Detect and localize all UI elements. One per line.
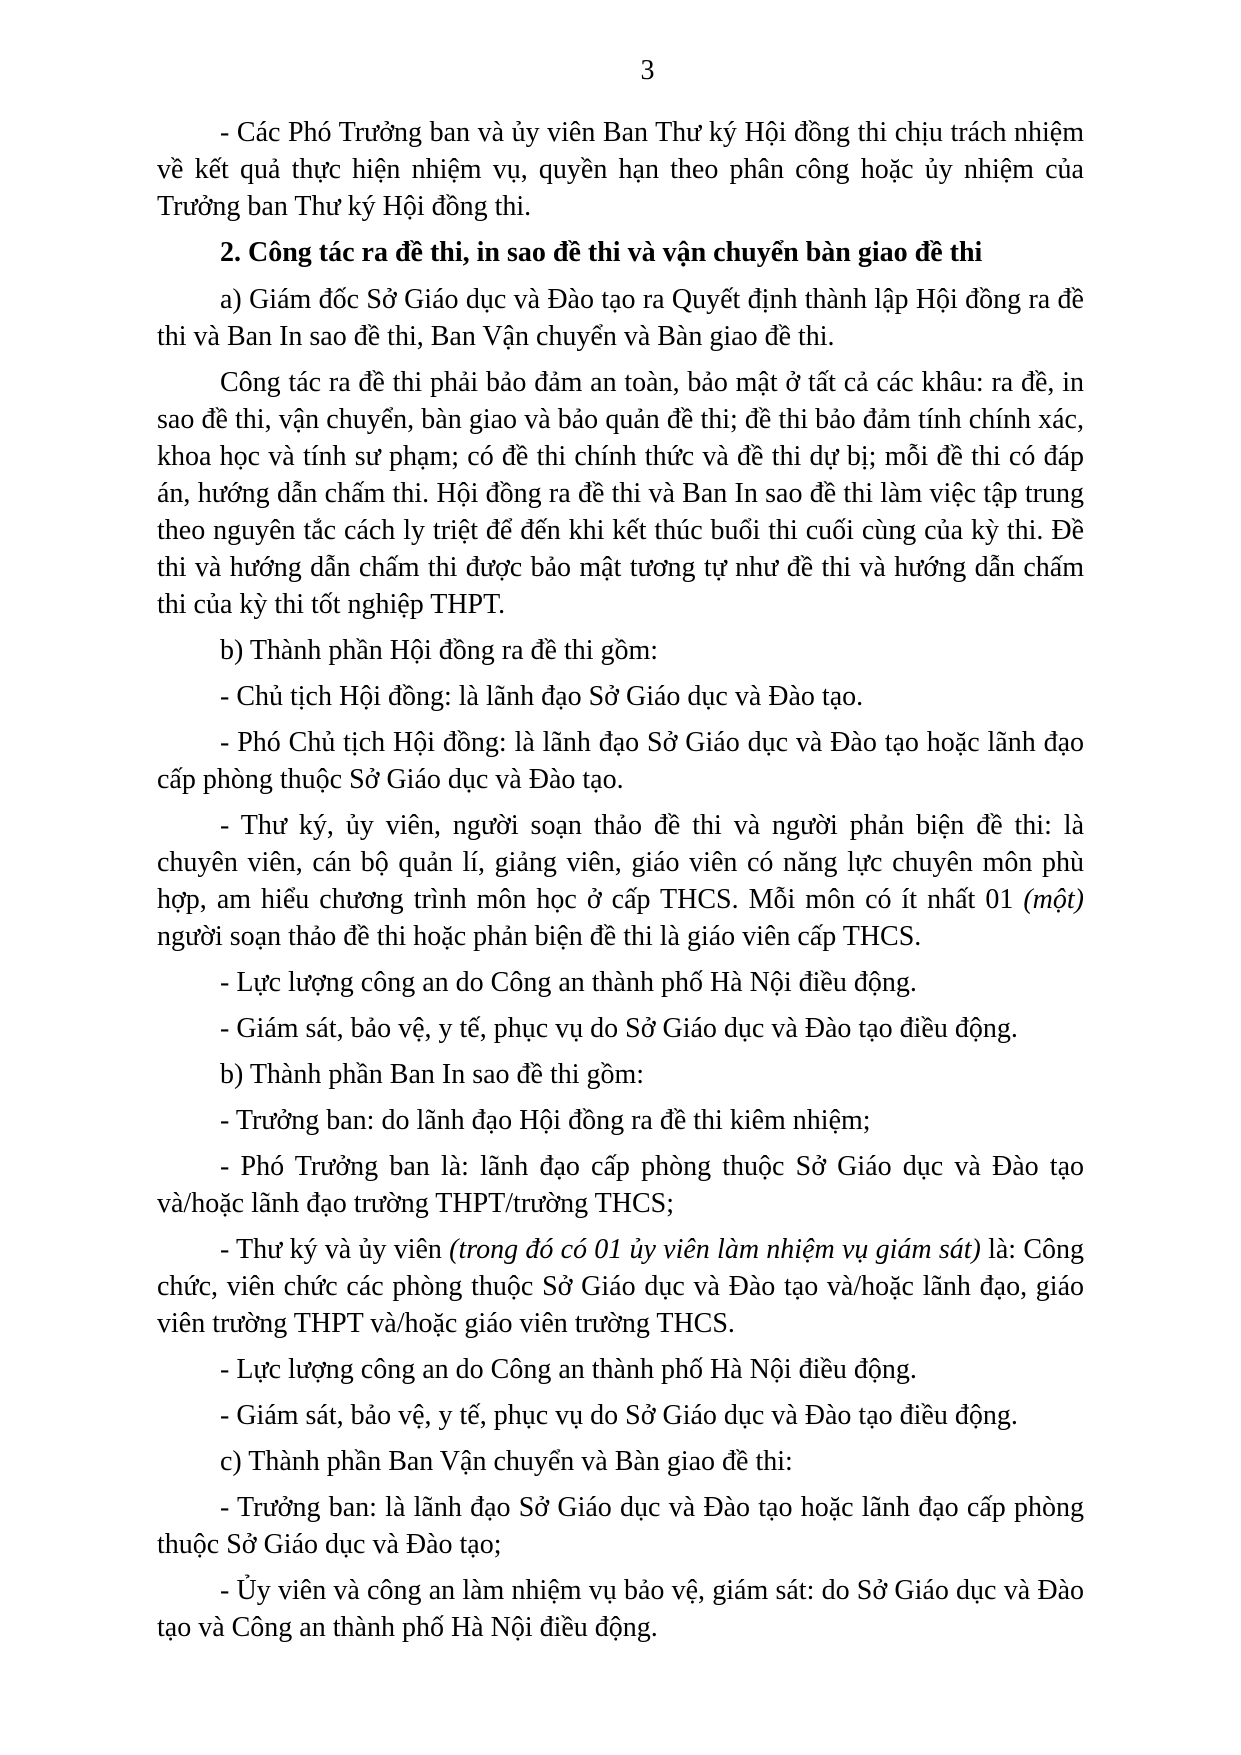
paragraph [157,964,1084,1001]
paragraph [157,632,1084,669]
paragraph-run: Công tác ra đề thi phải bảo đảm an toàn, bảo mật ở tất cả các khâu: ra đề, in sao đề thi, vận chuyển, bàn giao và bảo quản đề thi; đề thi bảo đảm tính chính xác, khoa học và tính sư phạm; có đề thi chính thức và đề thi dự bị; mỗi đề thi có đáp án, hướng dẫn chấm thi. Hội đồng ra đề thi và Ban In sao đề thi làm việc tập trung theo nguyên tắc cách ly triệt để đến khi kết thúc buổi thi cuối cùng của kỳ thi. Đề thi và hướng dẫn chấm thi được bảo mật tương tự như đề thi và hướng dẫn chấm thi của kỳ thi tốt nghiệp THPT. [157,367,1084,620]
paragraph-run-italic: (một) [1023,884,1084,915]
paragraph-run: a) Giám đốc Sở Giáo dục và Đào tạo ra Quyết định thành lập Hội đồng ra đề thi và Ban In sao đề thi, Ban Vận chuyển và Bàn giao đề thi. [157,284,1084,352]
paragraph [157,364,1084,623]
page-number: 3 [640,55,655,86]
paragraph-run: b) Thành phần Ban In sao đề thi gồm: [220,1059,645,1090]
paragraph-run: là: Công chức, viên chức các phòng thuộc Sở Giáo dục và Đào tạo và/hoặc lãnh đạo, giáo viên trường THPT và/hoặc giáo viên trường THCS. [157,1234,1084,1339]
paragraph-run: - Trưởng ban: là lãnh đạo Sở Giáo dục và Đào tạo hoặc lãnh đạo cấp phòng thuộc Sở Giáo dục và Đào tạo; [157,1492,1084,1560]
paragraph [157,1397,1084,1434]
paragraph [157,1489,1084,1563]
document-body [157,114,1084,1646]
paragraph [157,1148,1084,1222]
paragraph [157,1443,1084,1480]
paragraph-run: - Giám sát, bảo vệ, y tế, phục vụ do Sở Giáo dục và Đào tạo điều động. [220,1400,1018,1431]
paragraph-run: - Giám sát, bảo vệ, y tế, phục vụ do Sở Giáo dục và Đào tạo điều động. [220,1013,1018,1044]
paragraph [157,1102,1084,1139]
paragraph-run: - Lực lượng công an do Công an thành phố Hà Nội điều động. [220,967,917,998]
paragraph-run-italic: (trong đó có 01 ủy viên làm nhiệm vụ giám sát) [449,1234,981,1265]
paragraph-run: - Lực lượng công an do Công an thành phố Hà Nội điều động. [220,1354,917,1385]
paragraph-run: - Các Phó Trưởng ban và ủy viên Ban Thư ký Hội đồng thi chịu trách nhiệm về kết quả thực hiện nhiệm vụ, quyền hạn theo phân công hoặc ủy nhiệm của Trưởng ban Thư ký Hội đồng thi. [157,117,1084,222]
section-heading [157,234,1084,271]
paragraph [157,1351,1084,1388]
paragraph [157,678,1084,715]
paragraph [157,281,1084,355]
paragraph-run: - Chủ tịch Hội đồng: là lãnh đạo Sở Giáo dục và Đào tạo. [220,681,864,712]
paragraph-run: - Trưởng ban: do lãnh đạo Hội đồng ra đề thi kiêm nhiệm; [220,1105,871,1136]
paragraph [157,1010,1084,1047]
paragraph-run: 2. Công tác ra đề thi, in sao đề thi và vận chuyển bàn giao đề thi [220,237,983,268]
paragraph [157,1231,1084,1342]
paragraph [157,1056,1084,1093]
paragraph-run: b) Thành phần Hội đồng ra đề thi gồm: [220,635,659,666]
paragraph-run: c) Thành phần Ban Vận chuyển và Bàn giao đề thi: [220,1446,793,1477]
paragraph [157,1572,1084,1646]
paragraph-run: - Phó Trưởng ban là: lãnh đạo cấp phòng thuộc Sở Giáo dục và Đào tạo và/hoặc lãnh đạo trường THPT/trường THCS; [157,1151,1084,1219]
paragraph-run: - Phó Chủ tịch Hội đồng: là lãnh đạo Sở Giáo dục và Đào tạo hoặc lãnh đạo cấp phòng thuộc Sở Giáo dục và Đào tạo. [157,727,1084,795]
paragraph-run: người soạn thảo đề thi hoặc phản biện đề thi là giáo viên cấp THCS. [157,921,922,952]
paragraph-run: - Thư ký, ủy viên, người soạn thảo đề thi và người phản biện đề thi: là chuyên viên, cán bộ quản lí, giảng viên, giáo viên có năng lực chuyên môn phù hợp, am hiểu chương trình môn học ở cấp THCS. Mỗi môn có ít nhất 01 [157,810,1084,915]
paragraph [157,114,1084,225]
paragraph-run: - Thư ký và ủy viên [220,1234,450,1265]
paragraph-run: - Ủy viên và công an làm nhiệm vụ bảo vệ, giám sát: do Sở Giáo dục và Đào tạo và Công an thành phố Hà Nội điều động. [157,1575,1084,1643]
paragraph [157,724,1084,798]
paragraph [157,807,1084,955]
